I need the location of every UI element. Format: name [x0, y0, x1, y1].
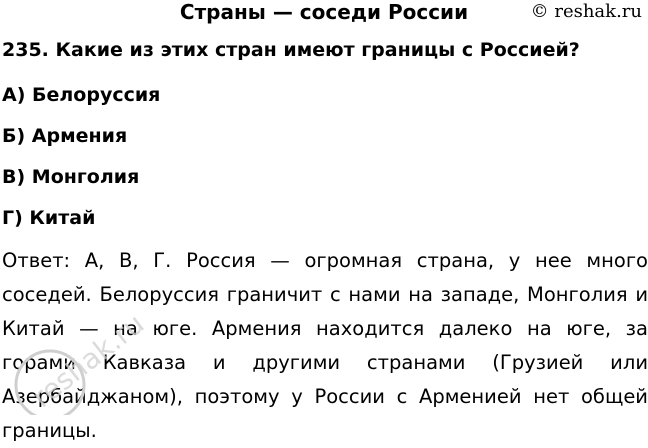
option-c: В) Монголия: [2, 166, 140, 188]
answer-text: Ответ: А, В, Г. Россия — огромная страна, у нее много соседей. Белоруссия граничит с нами на западе, Монголия и Китай — на юге. Армения находится далеко на юге, за горами Кавказа и другими странами (Грузией или Азербайджаном), поэтому у России с Арменией нет общей границы.: [2, 249, 648, 442]
option-b: Б) Армения: [2, 125, 128, 147]
watermark-logo-text: reshak.ru: [25, 307, 151, 415]
option-d: Г) Китай: [2, 207, 96, 229]
question-text: 235. Какие из этих стран имеют границы с Россией?: [2, 39, 580, 61]
page-title: Страны — соседи России: [179, 0, 469, 24]
option-a: А) Белоруссия: [2, 84, 161, 106]
copyright-watermark: © reshak.ru: [530, 1, 642, 22]
